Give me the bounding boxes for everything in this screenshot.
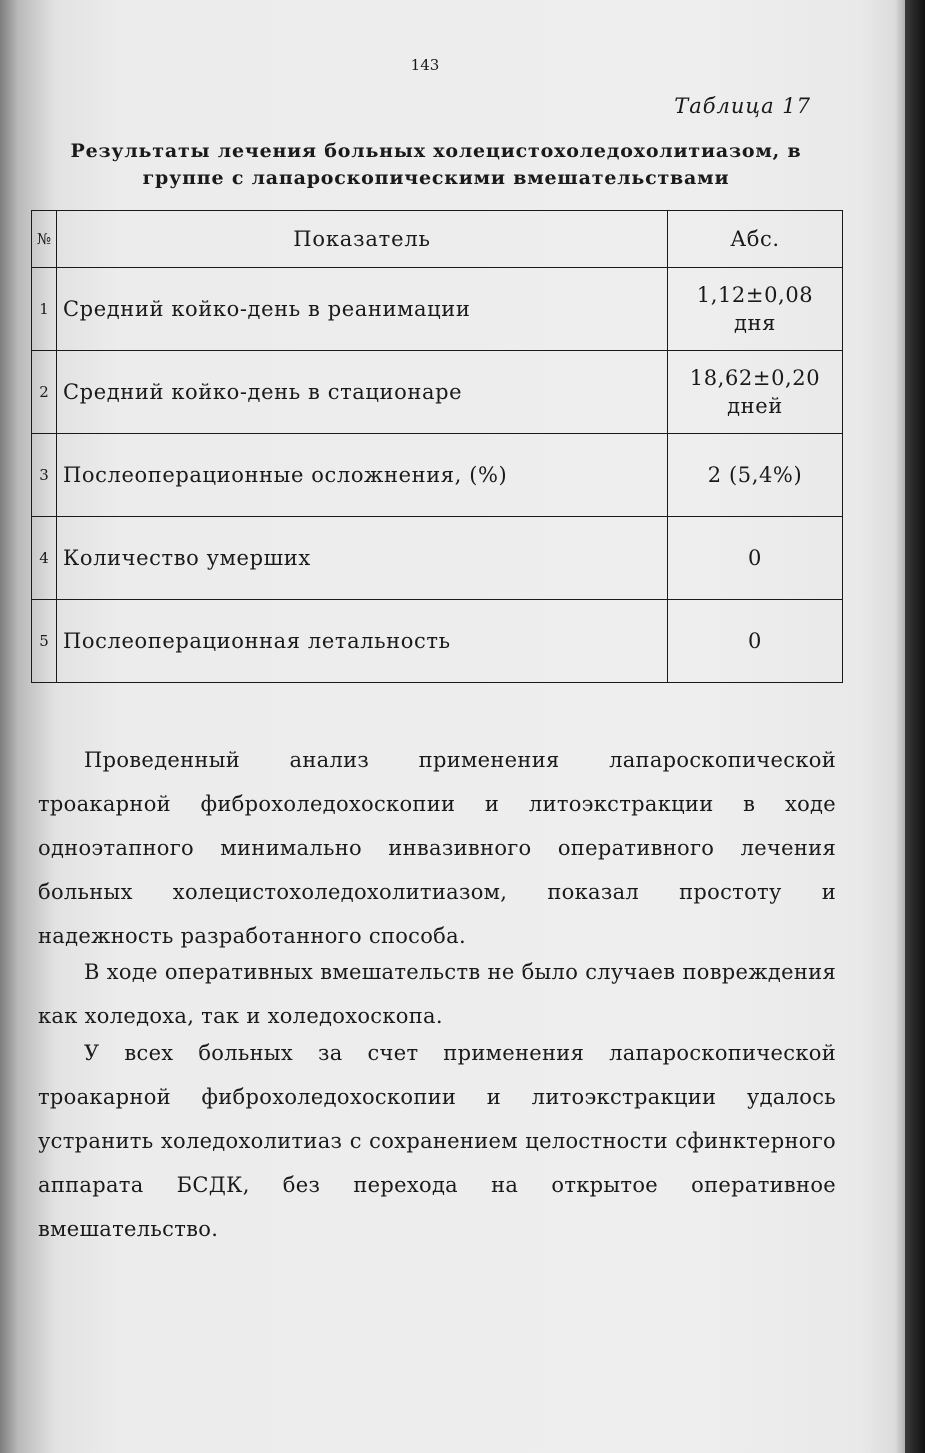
table-header-row [32, 211, 843, 268]
paragraph-no-damage [38, 950, 836, 1038]
row-value: 1,12±0,08 дня [668, 268, 843, 351]
paragraph-outcome [38, 1031, 836, 1251]
paragraph-analysis [38, 738, 836, 958]
row-number: 4 [32, 517, 57, 600]
table-row [32, 268, 843, 351]
row-number: 3 [32, 434, 57, 517]
row-indicator: Средний койко-день в стационаре [57, 351, 668, 434]
table-row [32, 434, 843, 517]
table-label: Таблица 17 [674, 94, 811, 118]
row-value: 2 (5,4%) [668, 434, 843, 517]
row-value: 18,62±0,20 дней [668, 351, 843, 434]
page-edge-shadow [905, 0, 925, 1453]
results-table [31, 210, 843, 683]
table-row [32, 351, 843, 434]
table-row [32, 517, 843, 600]
row-indicator: Послеоперационная летальность [57, 600, 668, 683]
row-value: 0 [668, 600, 843, 683]
header-number: № [32, 211, 57, 268]
table-title: Результаты лечения больных холецистохоледохолитиазом, в группе с лапароскопическими вмешательствами [70, 140, 802, 189]
table-row [32, 600, 843, 683]
page-number: 143 [410, 56, 440, 74]
header-indicator: Показатель [57, 211, 668, 268]
row-number: 5 [32, 600, 57, 683]
header-absolute: Абс. [668, 211, 843, 268]
row-indicator: Средний койко-день в реанимации [57, 268, 668, 351]
row-indicator: Послеоперационные осложнения, (%) [57, 434, 668, 517]
row-number: 1 [32, 268, 57, 351]
row-value: 0 [668, 517, 843, 600]
paragraph-text: В ходе оперативных вмешательств не было случаев повреждения как холедоха, так и холедохоскопа. [38, 960, 836, 1028]
paragraph-text: Проведенный анализ применения лапароскопической троакарной фиброхоледохоскопии и литоэкстракции в ходе одноэтапного минимально инвазивного оперативного лечения больных холецистохоледохолитиазом, показал простоту и надежность разработанного способа. [38, 748, 836, 948]
row-number: 2 [32, 351, 57, 434]
row-indicator: Количество умерших [57, 517, 668, 600]
paragraph-text: У всех больных за счет применения лапароскопической троакарной фиброхоледохоскопии и литоэкстракции удалось устранить холедохолитиаз с сохранением целостности сфинктерного аппарата БСДК, без перехода на открытое оперативное вмешательство. [38, 1041, 836, 1241]
